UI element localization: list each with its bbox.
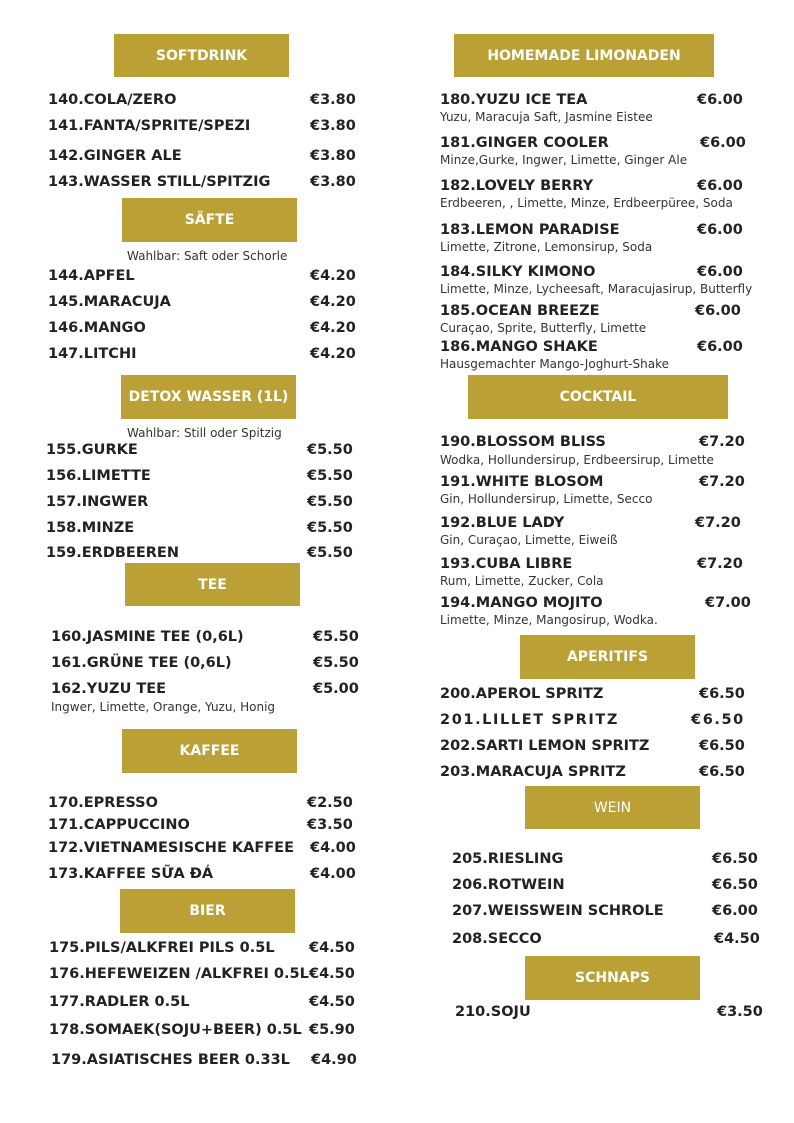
- item-name: 143.WASSER STILL/SPITZIG: [48, 174, 271, 190]
- section-header-saefte: [122, 198, 297, 242]
- item-name: 193.CUBA LIBRE: [440, 556, 573, 572]
- section-title: SCHNAPS: [575, 970, 650, 986]
- item-price: €5.50: [313, 655, 359, 671]
- item-price: €6.50: [699, 686, 745, 702]
- section-title: WEIN: [593, 799, 632, 816]
- item-name: 146.MANGO: [48, 320, 146, 336]
- item-name: 156.LIMETTE: [46, 468, 151, 484]
- item-name: 206.ROTWEIN: [452, 877, 565, 893]
- item-description: Minze,Gurke, Ingwer, Limette, Ginger Ale: [440, 153, 688, 167]
- section-header-homemade-limonaden: [454, 34, 714, 77]
- section-note: Wahlbar: Still oder Spitzig: [127, 426, 282, 440]
- item-price: €5.50: [307, 520, 353, 536]
- section-title: BIER: [189, 903, 226, 919]
- item-name: 147.LITCHI: [48, 346, 137, 362]
- item-price: €4.50: [309, 966, 355, 982]
- item-price: €5.90: [309, 1022, 355, 1038]
- item-description: Rum, Limette, Zucker, Cola: [440, 574, 604, 588]
- item-description: Limette, Minze, Lycheesaft, Maracujasirup, Butterfly: [440, 282, 753, 296]
- item-price: €6.50: [712, 877, 758, 893]
- item-price: €6.00: [695, 303, 741, 319]
- section-title: DETOX WASSER (1L): [128, 389, 289, 405]
- item-description: Ingwer, Limette, Orange, Yuzu, Honig: [51, 700, 276, 714]
- section-header-detox-wasser: [121, 375, 296, 419]
- item-name: 184.SILKY KIMONO: [440, 264, 596, 280]
- item-name: 190.BLOSSOM BLISS: [440, 434, 606, 450]
- item-price: €4.20: [310, 320, 356, 336]
- item-price: €3.80: [310, 148, 356, 164]
- item-price: €6.00: [697, 222, 743, 238]
- item-name: 191.WHITE BLOSOM: [440, 474, 604, 490]
- item-price: €6.50: [691, 712, 745, 728]
- item-name: 176.HEFEWEIZEN /ALKFREI 0.5L: [49, 966, 309, 982]
- item-price: €7.20: [697, 556, 743, 572]
- item-description: Gin, Curaçao, Limette, Eiweiß: [440, 533, 618, 547]
- item-price: €3.80: [310, 118, 356, 134]
- item-price: €6.00: [700, 135, 746, 151]
- item-name: 179.ASIATISCHES BEER 0.33L: [51, 1052, 290, 1068]
- item-name: 170.EPRESSO: [48, 795, 158, 811]
- item-price: €6.50: [699, 738, 745, 754]
- section-title: TEE: [198, 576, 227, 593]
- item-description: Erdbeeren, , Limette, Minze, Erdbeerpüree, Soda: [440, 196, 733, 210]
- item-name: 192.BLUE LADY: [440, 515, 565, 531]
- item-price: €7.20: [699, 474, 745, 490]
- section-header-schnaps: [525, 956, 700, 1000]
- item-price: €4.50: [714, 931, 760, 947]
- item-name: 200.APEROL SPRITZ: [440, 686, 604, 702]
- item-price: €5.50: [307, 545, 353, 561]
- section-title: COCKTAIL: [559, 389, 637, 405]
- item-price: €7.00: [705, 595, 751, 611]
- section-header-tee: [125, 563, 300, 606]
- item-price: €4.20: [310, 294, 356, 310]
- item-name: 183.LEMON PARADISE: [440, 222, 620, 238]
- section-title: SÄFTE: [184, 212, 235, 228]
- item-price: €6.50: [712, 851, 758, 867]
- item-name: 203.MARACUJA SPRITZ: [440, 764, 626, 780]
- item-price: €6.00: [712, 903, 758, 919]
- section-title: APERITIFS: [566, 649, 649, 665]
- item-name: 157.INGWER: [46, 494, 149, 510]
- item-price: €4.00: [310, 840, 356, 856]
- item-name: 185.OCEAN BREEZE: [440, 303, 600, 319]
- item-name: 158.MINZE: [46, 520, 135, 536]
- item-description: Wodka, Hollundersirup, Erdbeersirup, Limette: [440, 453, 714, 467]
- item-price: €6.00: [697, 92, 743, 108]
- item-name: 175.PILS/ALKFREI PILS 0.5L: [49, 940, 275, 956]
- item-name: 171.CAPPUCCINO: [48, 817, 190, 833]
- section-header-bier: [120, 889, 295, 933]
- item-name: 145.MARACUJA: [48, 294, 171, 310]
- item-name: 177.RADLER 0.5L: [49, 994, 190, 1010]
- item-name: 161.GRÜNE TEE (0,6L): [51, 655, 232, 671]
- item-price: €6.00: [697, 264, 743, 280]
- item-price: €5.50: [313, 629, 359, 645]
- item-name: 178.SOMAEK(SOJU+BEER) 0.5L: [49, 1022, 302, 1038]
- item-name: 186.MANGO SHAKE: [440, 339, 598, 355]
- item-price: €6.00: [697, 178, 743, 194]
- item-price: €4.00: [310, 866, 356, 882]
- item-name: 194.MANGO MOJITO: [440, 595, 603, 611]
- item-name: 140.COLA/ZERO: [48, 92, 177, 108]
- item-name: 210.SOJU: [455, 1004, 531, 1020]
- item-name: 162.YUZU TEE: [51, 681, 167, 697]
- item-price: €7.20: [699, 434, 745, 450]
- item-price: €5.50: [307, 494, 353, 510]
- item-price: €3.50: [307, 817, 353, 833]
- item-description: Limette, Minze, Mangosirup, Wodka.: [440, 613, 658, 627]
- item-name: 172.VIETNAMESISCHE KAFFEE: [48, 840, 294, 856]
- item-price: €6.50: [699, 764, 745, 780]
- item-name: 159.ERDBEEREN: [46, 545, 179, 561]
- item-description: Yuzu, Maracuja Saft, Jasmine Eistee: [440, 110, 653, 124]
- item-name: 180.YUZU ICE TEA: [440, 92, 588, 108]
- item-name: 207.WEISSWEIN SCHROLE: [452, 903, 664, 919]
- item-name: 173.KAFFEE SỮA ĐÁ: [48, 866, 214, 882]
- item-price: €4.20: [310, 346, 356, 362]
- section-header-softdrink: [114, 34, 289, 77]
- item-price: €3.80: [310, 92, 356, 108]
- item-price: €4.50: [309, 940, 355, 956]
- item-name: 202.SARTI LEMON SPRITZ: [440, 738, 650, 754]
- section-title: SOFTDRINK: [155, 47, 248, 64]
- section-header-kaffee: [122, 729, 297, 773]
- item-price: €3.80: [310, 174, 356, 190]
- item-price: €4.50: [309, 994, 355, 1010]
- section-title: HOMEMADE LIMONADEN: [487, 47, 681, 64]
- item-price: €5.50: [307, 442, 353, 458]
- item-price: €4.90: [311, 1052, 357, 1068]
- item-price: €5.50: [307, 468, 353, 484]
- item-name: 208.SECCO: [452, 931, 542, 947]
- item-name: 160.JASMINE TEE (0,6L): [51, 629, 244, 645]
- item-description: Hausgemachter Mango-Joghurt-Shake: [440, 357, 669, 371]
- item-description: Limette, Zitrone, Lemonsirup, Soda: [440, 240, 653, 254]
- item-name: 181.GINGER COOLER: [440, 135, 609, 151]
- item-price: €2.50: [307, 795, 353, 811]
- section-header-wein: [525, 786, 700, 829]
- item-price: €5.00: [313, 681, 359, 697]
- item-name: 201.LILLET SPRITZ: [440, 712, 619, 728]
- item-price: €6.00: [697, 339, 743, 355]
- item-name: 155.GURKE: [46, 442, 138, 458]
- section-note: Wahlbar: Saft oder Schorle: [127, 249, 288, 263]
- item-price: €7.20: [695, 515, 741, 531]
- item-name: 182.LOVELY BERRY: [440, 178, 594, 194]
- item-price: €3.50: [717, 1004, 763, 1020]
- section-header-cocktail: [468, 375, 728, 419]
- item-name: 141.FANTA/SPRITE/SPEZI: [48, 118, 251, 134]
- item-name: 144.APFEL: [48, 268, 135, 284]
- section-title: KAFFEE: [179, 743, 240, 759]
- item-name: 142.GINGER ALE: [48, 148, 182, 164]
- item-price: €4.20: [310, 268, 356, 284]
- item-name: 205.RIESLING: [452, 851, 564, 867]
- item-description: Gin, Hollundersirup, Limette, Secco: [440, 492, 653, 506]
- section-header-aperitifs: [520, 635, 695, 679]
- item-description: Curaçao, Sprite, Butterfly, Limette: [440, 321, 647, 335]
